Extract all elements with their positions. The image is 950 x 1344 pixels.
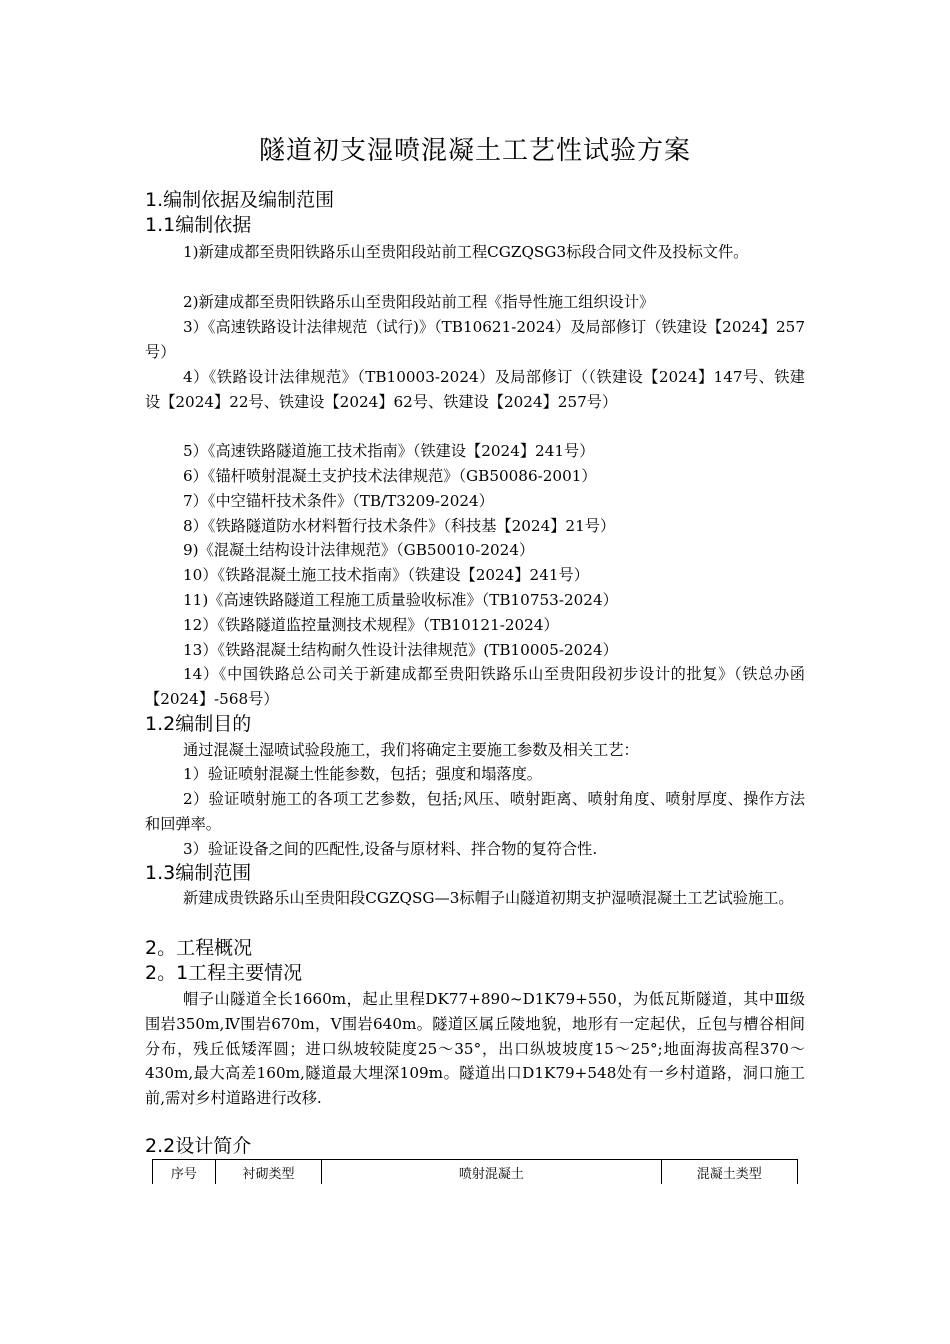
purpose-intro: 通过混凝土湿喷试验段施工，我们将确定主要施工参数及相关工艺： bbox=[183, 741, 639, 759]
overview-text: 帽子山隧道全长1660m，起止里程DK77+890~D1K79+550，为低瓦斯隧道，其中Ⅲ级围岩350m,Ⅳ围岩670m，Ⅴ围岩640m。隧道区属丘陵地貌，地形有一定起伏，丘包与槽谷相间分布，残丘低矮浑圆；进口纵坡较陡度25～35°，出口纵坡坡度15～25°;地面海拔高程370～430m,最大高差160m,隧道最大埋深109m。隧道出口D1K79+548处有一乡村道路，洞口施工前,需对乡村道路进行改移. bbox=[145, 990, 805, 1108]
basis-item-2: 2)新建成都至贵阳铁路乐山至贵阳段站前工程《指导性施工组织设计》 bbox=[183, 293, 655, 311]
basis-item-1: 1)新建成都至贵阳铁路乐山至贵阳段站前工程CGZQSG3标段合同文件及投标文件。 bbox=[183, 243, 749, 261]
section-2-2-heading: 2.2设计简介 bbox=[145, 1135, 252, 1157]
basis-item-14: 14）《中国铁路总公司关于新建成都至贵阳铁路乐山至贵阳段初步设计的批复》（铁总办函【2024】-568号） bbox=[145, 665, 805, 708]
purpose-item-1: 1）验证喷射混凝土性能参数，包括；强度和塌落度。 bbox=[183, 765, 542, 783]
section-1-2-heading: 1.2编制目的 bbox=[145, 713, 252, 735]
basis-item-5: 5）《高速铁路隧道施工技术指南》（铁建设【2024】241号） bbox=[183, 442, 595, 460]
basis-item-7: 7）《中空锚杆技术条件》（TB/T3209-2024） bbox=[183, 492, 494, 510]
design-table bbox=[152, 1159, 798, 1184]
section-2-1-heading: 2。1工程主要情况 bbox=[145, 962, 303, 984]
basis-item-11: 11)《高速铁路隧道工程施工质量验收标准》（TB10753-2024） bbox=[183, 591, 618, 609]
section-1-heading: 1.编制依据及编制范围 bbox=[145, 189, 335, 211]
basis-item-12: 12）《铁路隧道监控量测技术规程》（TB10121-2024） bbox=[183, 616, 559, 634]
basis-item-6: 6）《锚杆喷射混凝土支护技术法律规范》（GB50086-2001） bbox=[183, 467, 597, 485]
basis-item-3: 3）《高速铁路设计法律规范（试行)》（TB10621-2024）及局部修订（铁建设【2024】257号） bbox=[145, 318, 805, 361]
basis-item-9: 9)《混凝土结构设计法律规范》（GB50010-2024） bbox=[183, 541, 535, 559]
table-header-cell: 衬砌类型 bbox=[215, 1160, 322, 1185]
purpose-item-3: 3）验证设备之间的匹配性,设备与原材料、拌合物的复符合性. bbox=[183, 840, 598, 858]
table-header-cell: 喷射混凝土 bbox=[322, 1160, 661, 1185]
table-header-row bbox=[153, 1160, 798, 1185]
section-1-3-heading: 1.3编制范围 bbox=[145, 862, 252, 884]
table-header-cell: 混凝土类型 bbox=[661, 1160, 797, 1185]
document-title: 隧道初支湿喷混凝土工艺性试验方案 bbox=[258, 136, 691, 166]
basis-item-13: 13）《铁路混凝土结构耐久性设计法律规范》(TB10005-2024） bbox=[183, 641, 618, 659]
basis-item-8: 8）《铁路隧道防水材料暂行技术条件》（科技基【2024】21号） bbox=[183, 517, 616, 535]
basis-item-4: 4）《铁路设计法律规范》（TB10003-2024）及局部修订（（铁建设【2024】147号、铁建设【2024】22号、铁建设【2024】62号、铁建设【2024】257号） bbox=[145, 368, 805, 411]
section-2-heading: 2。工程概况 bbox=[145, 937, 253, 959]
purpose-item-2: 2）验证喷射施工的各项工艺参数，包括;风压、喷射距离、喷射角度、喷射厚度、操作方法和回弹率。 bbox=[145, 790, 805, 833]
basis-item-10: 10）《铁路混凝土施工技术指南》（铁建设【2024】241号） bbox=[183, 566, 589, 584]
scope-text: 新建成贵铁路乐山至贵阳段CGZQSG—3标帽子山隧道初期支护湿喷混凝土工艺试验施工。 bbox=[183, 889, 794, 907]
section-1-1-heading: 1.1编制依据 bbox=[145, 214, 252, 236]
table-header-cell: 序号 bbox=[153, 1160, 216, 1185]
